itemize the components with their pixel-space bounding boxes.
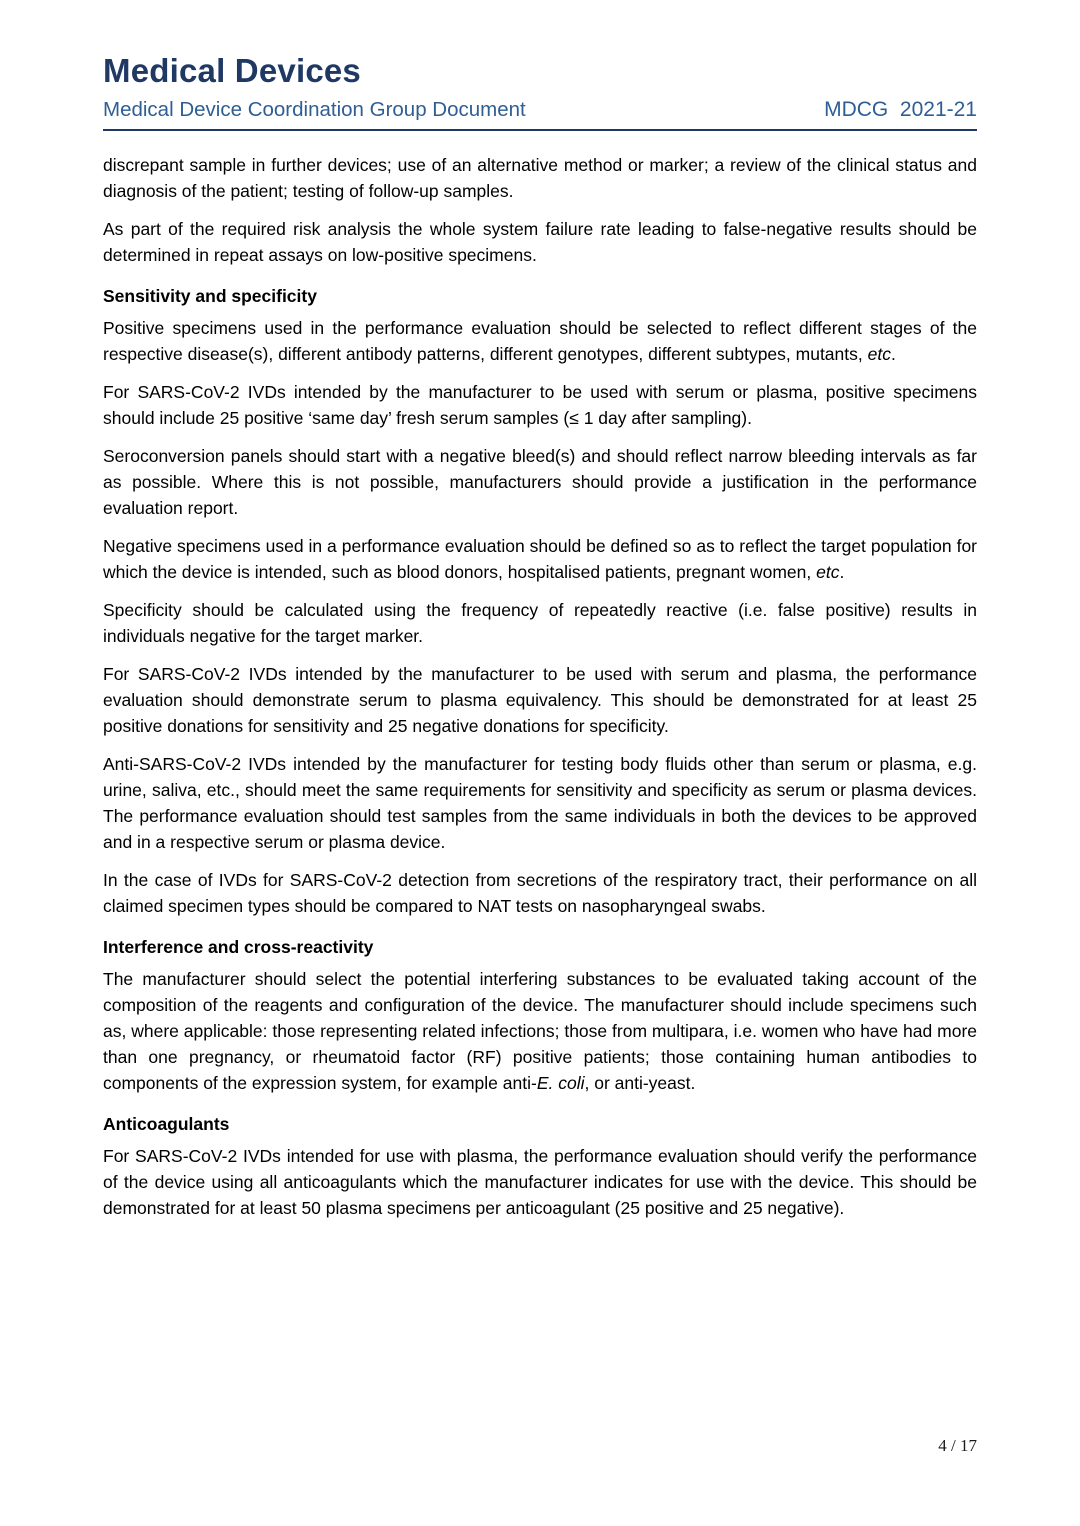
text-segment: . [839, 561, 845, 582]
text-segment: , or anti-yeast. [584, 1072, 696, 1093]
text-segment: The manufacturer should select the potential interfering substances to be evaluated taking account of the composition of the reagents and configuration of the device. The manufacturer should include specimens such as, where applicable: those representing related infections; those from multipara, i.e. women who have had more than one pregnancy, or rheumatoid factor (RF) positive patients; those containing human antibodies to components of the expression system, for example anti- [103, 968, 977, 1093]
paragraph [103, 661, 977, 739]
paragraph [103, 443, 977, 521]
text-segment: Anticoagulants [103, 1113, 230, 1134]
page-title: Medical Devices [103, 52, 361, 89]
italic-text-segment: etc [816, 561, 840, 582]
text-segment: . [890, 343, 896, 364]
paragraph [103, 751, 977, 855]
text-segment: In the case of IVDs for SARS-CoV-2 detection from secretions of the respiratory tract, their performance on all claimed specimen types should be compared to NAT tests on nasopharyngeal swabs. [103, 869, 977, 916]
section-heading [103, 283, 977, 309]
document-subtitle: Medical Device Coordination Group Document [103, 97, 526, 121]
paragraph [103, 533, 977, 585]
paragraph [103, 597, 977, 649]
paragraph [103, 315, 977, 367]
text-segment: Interference and cross-reactivity [103, 936, 374, 957]
text-segment: Negative specimens used in a performance evaluation should be defined so as to reflect the target population for which the device is intended, such as blood donors, hospitalised patients, pregnant women, [103, 535, 977, 582]
text-segment: Positive specimens used in the performance evaluation should be selected to reflect different stages of the respective disease(s), different antibody patterns, different genotypes, different subtypes, mutants, [103, 317, 977, 364]
document-number: MDCG 2021-21 [824, 97, 977, 121]
page-number: 4 / 17 [938, 1436, 977, 1455]
document-header-row [103, 98, 977, 131]
text-segment: Anti-SARS-CoV-2 IVDs intended by the manufacturer for testing body fluids other than serum or plasma, e.g. urine, saliva, etc., should meet the same requirements for sensitivity and specificity as serum or plasma devices. The performance evaluation should test samples from the same individuals in both the devices to be approved and in a respective serum or plasma device. [103, 753, 977, 852]
paragraph [103, 152, 977, 204]
italic-text-segment: etc [867, 343, 891, 364]
text-segment: For SARS-CoV-2 IVDs intended by the manufacturer to be used with serum and plasma, the performance evaluation should demonstrate serum to plasma equivalency. This should be demonstrated for at least 25 positive donations for sensitivity and 25 negative donations for specificity. [103, 663, 977, 736]
paragraph [103, 1143, 977, 1221]
section-heading [103, 934, 977, 960]
text-segment: As part of the required risk analysis the whole system failure rate leading to false-negative results should be determined in repeat assays on low-positive specimens. [103, 218, 977, 265]
text-segment: Sensitivity and specificity [103, 285, 317, 306]
text-segment: For SARS-CoV-2 IVDs intended by the manufacturer to be used with serum or plasma, positive specimens should include 25 positive ‘same day’ fresh serum samples (≤ 1 day after sampling). [103, 381, 977, 428]
text-segment: Specificity should be calculated using the frequency of repeatedly reactive (i.e. false positive) results in individuals negative for the target marker. [103, 599, 977, 646]
section-heading [103, 1111, 977, 1137]
document-body [103, 152, 977, 1221]
paragraph [103, 966, 977, 1096]
text-segment: discrepant sample in further devices; use of an alternative method or marker; a review of the clinical status and diagnosis of the patient; testing of follow-up samples. [103, 154, 977, 201]
italic-text-segment: E. coli [536, 1072, 585, 1093]
text-segment: For SARS-CoV-2 IVDs intended for use with plasma, the performance evaluation should verify the performance of the device using all anticoagulants which the manufacturer indicates for use with the device. This should be demonstrated for at least 50 plasma specimens per anticoagulant (25 positive and 25 negative). [103, 1145, 977, 1218]
paragraph [103, 216, 977, 268]
paragraph [103, 867, 977, 919]
text-segment: Seroconversion panels should start with a negative bleed(s) and should reflect narrow bleeding intervals as far as possible. Where this is not possible, manufacturers should provide a justification in the performance evaluation report. [103, 445, 977, 518]
paragraph [103, 379, 977, 431]
